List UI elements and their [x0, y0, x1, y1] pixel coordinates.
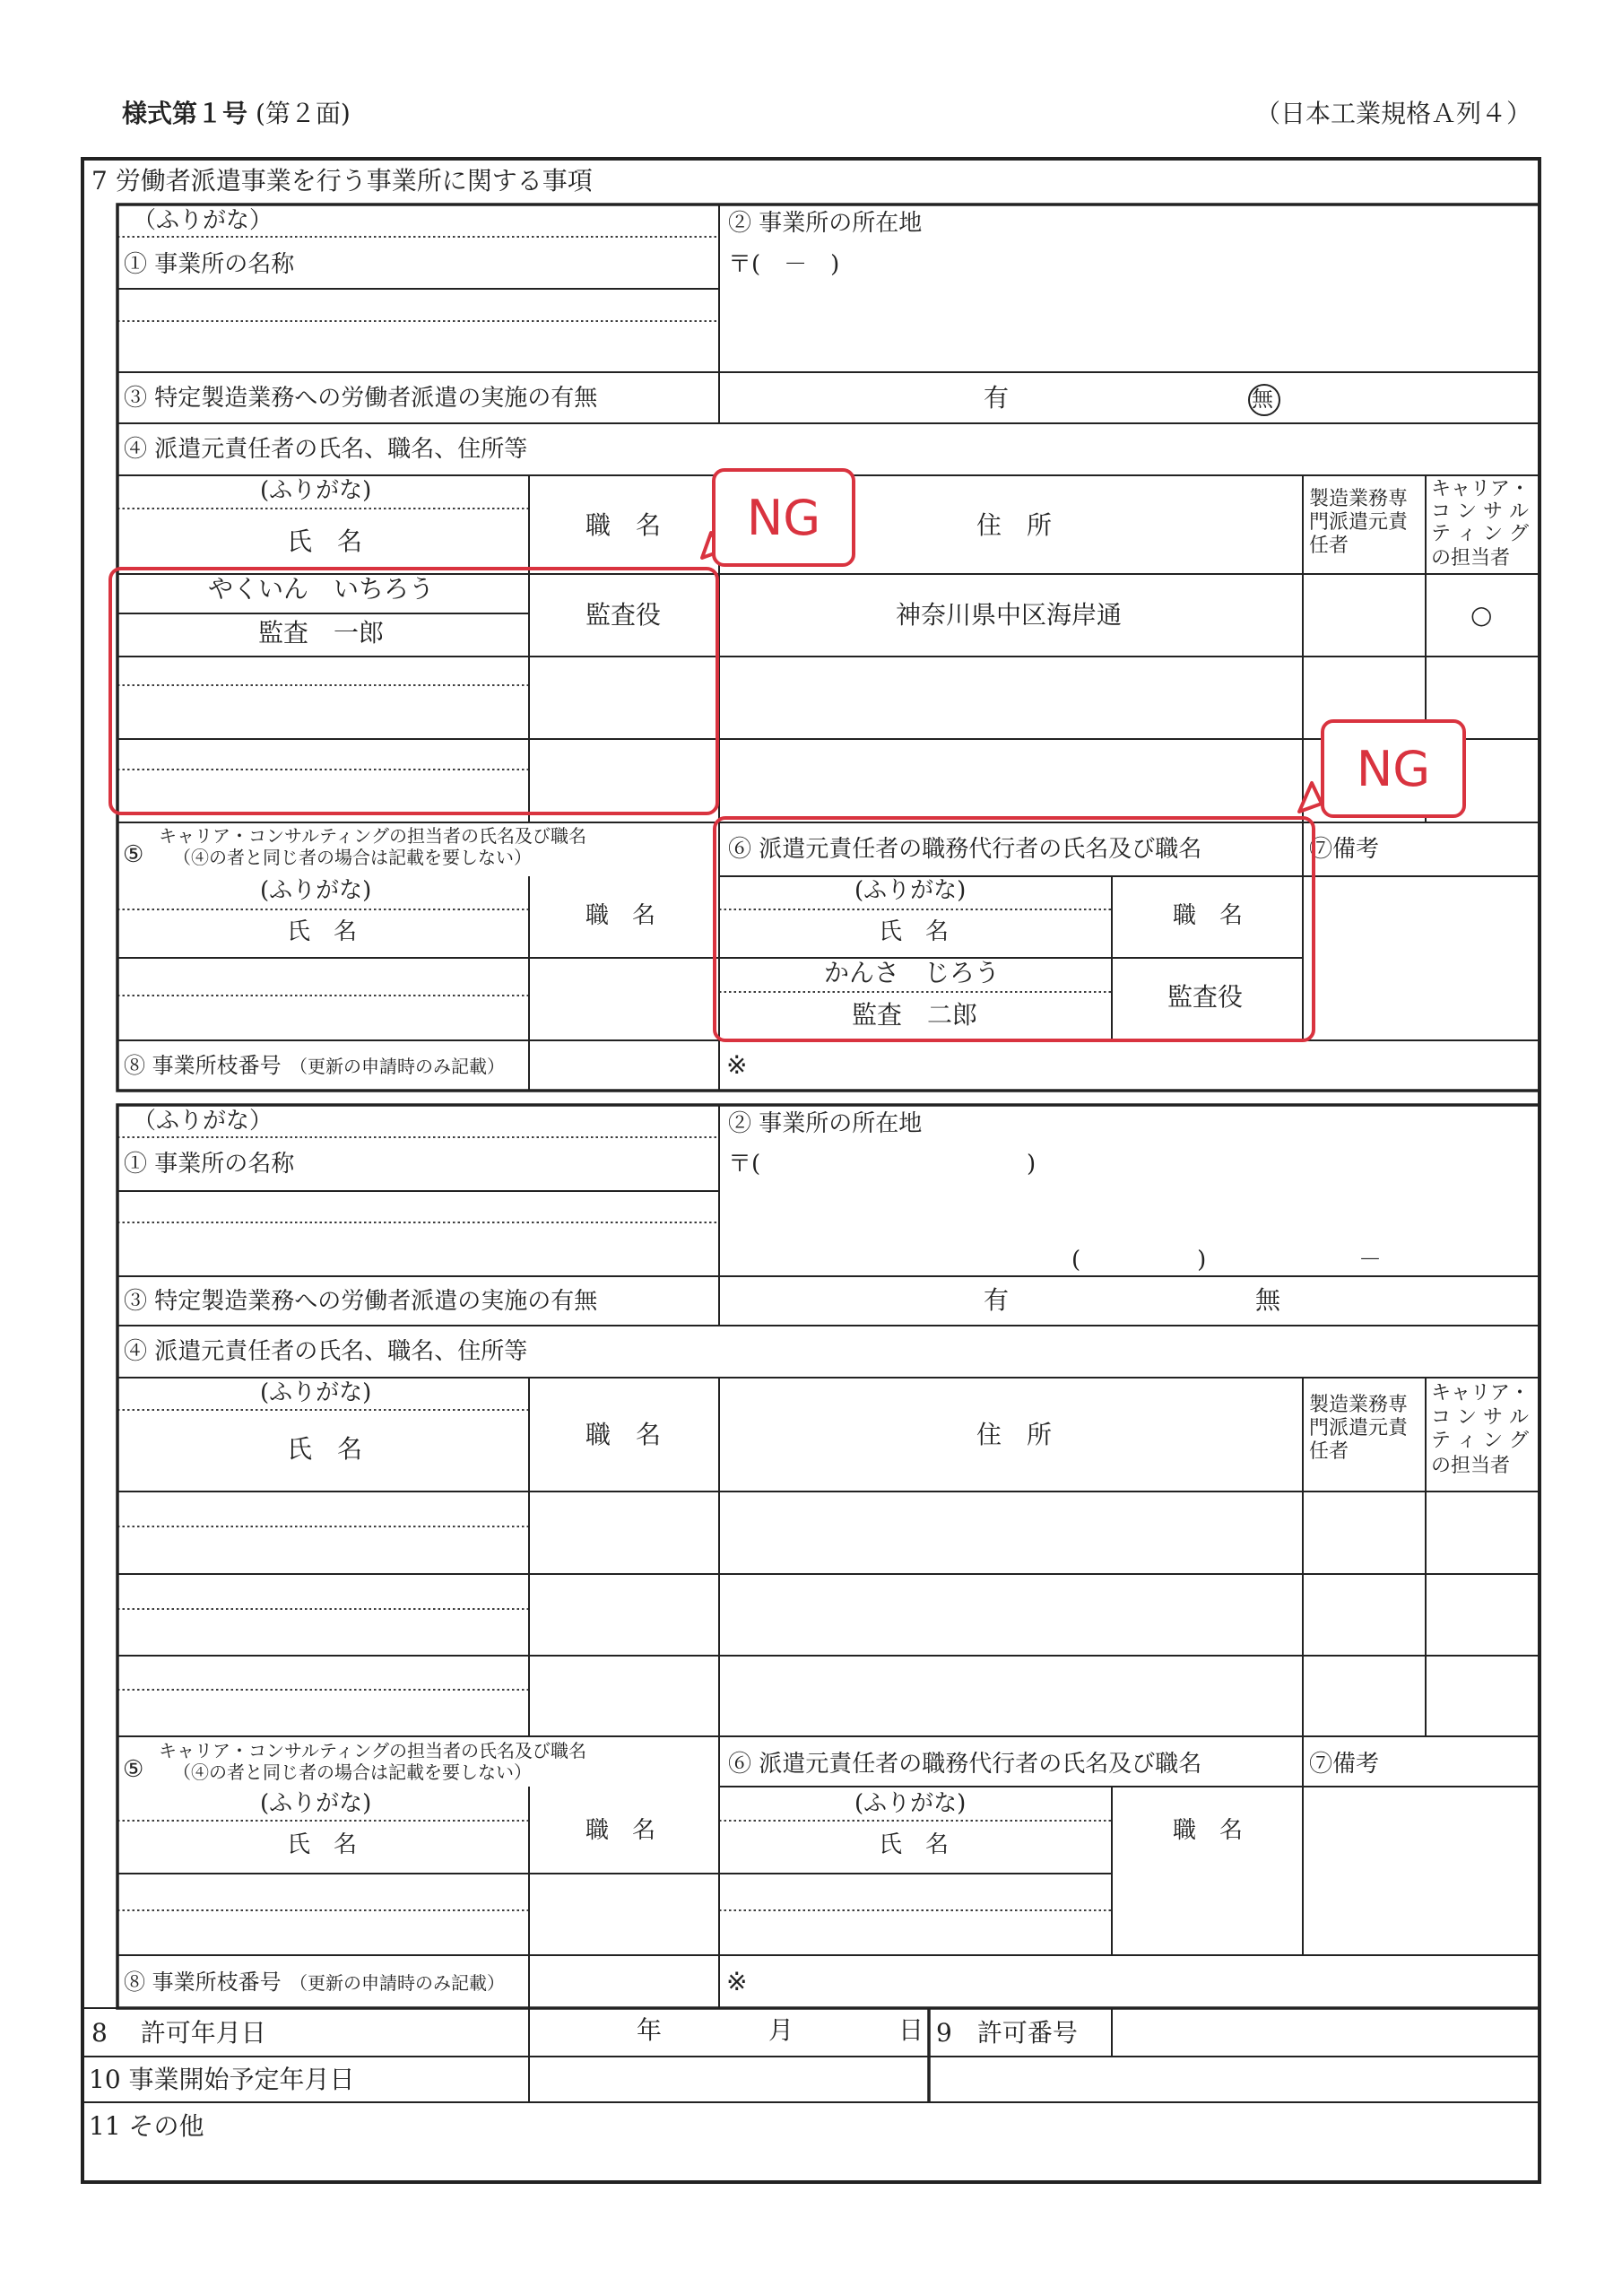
office-furigana-label: （ふりがな） [133, 207, 273, 234]
manufacturing-label-2: ③ 特定製造業務への労働者派遣の実施の有無 [124, 1288, 598, 1315]
deputy-name-header-2: 氏 名 [879, 1831, 950, 1858]
office-furigana-label-2: （ふりがな） [133, 1108, 273, 1135]
deputy-title: 監査役 [1167, 982, 1244, 1012]
remarks-label-2: ⑦備考 [1309, 1751, 1380, 1778]
office-name-label-2: ① 事業所の名称 [124, 1151, 295, 1178]
mfg-manager-header-3: 任者 [1309, 535, 1349, 557]
permit-year: 年 [637, 2015, 663, 2045]
ng-label-2: NG [1321, 719, 1466, 818]
career-title-header: 職 名 [585, 902, 656, 929]
deputy-label: ⑥ 派遣元責任者の職務代行者の氏名及び職名 [728, 836, 1202, 863]
manager-title-header-2: 職 名 [585, 1420, 662, 1449]
ng-label-1: NG [712, 468, 855, 567]
manager-name-header-2: 氏 名 [287, 1434, 363, 1464]
permit-date-label: 8 許可年月日 [91, 2018, 266, 2048]
other-label: 11 その他 [89, 2111, 204, 2141]
career-consult-note-2: （④の者と同じ者の場合は記載を要しない） [173, 1761, 532, 1783]
manager-address: 神奈川県中区海岸通 [896, 600, 1123, 630]
postal-code-close-2: ) [1027, 1151, 1037, 1178]
deputy-furigana-label: (ふりがな) [854, 877, 967, 904]
manager-furigana: やくいん いちろう [208, 574, 435, 604]
career-consult-note: （④の者と同じ者の場合は記載を要しない） [173, 847, 532, 868]
manufacturing-no: 無 [1252, 387, 1273, 412]
manufacturing-no-2: 無 [1255, 1285, 1281, 1315]
manager-furigana-label-2: (ふりがな) [260, 1379, 372, 1406]
career-header-4-b: の担当者 [1431, 1455, 1511, 1477]
phone-dash-2: － [1358, 1247, 1383, 1274]
manager-name: 監査 一郎 [258, 618, 385, 648]
branch-number-note-2: （更新の申請時のみ記載） [290, 1972, 505, 1994]
mfg-manager-header-1: 製造業務専 [1309, 488, 1409, 510]
career-header-4: の担当者 [1431, 547, 1511, 570]
manager-section-label: ④ 派遣元責任者の氏名、職名、住所等 [124, 436, 528, 463]
manager-title-header: 職 名 [585, 510, 662, 540]
deputy-name: 監査 二郎 [852, 1000, 978, 1030]
permit-number-label: 9 許可番号 [936, 2018, 1078, 2048]
manufacturing-label: ③ 特定製造業務への労働者派遣の実施の有無 [124, 385, 598, 412]
office-address-label-2: ② 事業所の所在地 [728, 1110, 923, 1137]
manufacturing-yes-2: 有 [984, 1285, 1010, 1315]
permit-month: 月 [768, 2015, 794, 2045]
section-7-title: 7 労働者派遣事業を行う事業所に関する事項 [91, 166, 593, 196]
career-consult-number: ⑤ [123, 841, 144, 868]
career-header-1: キャリア・ [1431, 478, 1531, 500]
manager-address-header-2: 住 所 [976, 1420, 1053, 1449]
mfg-manager-header-2-b: 門派遣元責 [1309, 1417, 1409, 1439]
kome-mark-2: ※ [726, 1967, 748, 1996]
office-address-label: ② 事業所の所在地 [728, 210, 923, 237]
manager-address-header: 住 所 [976, 510, 1053, 540]
career-consult-label-2: キャリア・コンサルティングの担当者の氏名及び職名 [159, 1740, 586, 1761]
career-consult-number-2: ⑤ [123, 1756, 144, 1783]
mfg-manager-header-3-b: 任者 [1309, 1440, 1349, 1463]
career-furigana-label-2: (ふりがな) [260, 1790, 372, 1817]
deputy-furigana-label-2: (ふりがな) [854, 1790, 967, 1817]
manager-name-header: 氏 名 [287, 526, 363, 556]
branch-number-note: （更新の申請時のみ記載） [290, 1056, 505, 1077]
remarks-label: ⑦備考 [1309, 836, 1380, 863]
career-header-3-b: テ ィ ン グ [1431, 1430, 1529, 1452]
deputy-name-header: 氏 名 [879, 918, 950, 945]
manager-title: 監査役 [585, 600, 662, 630]
deputy-title-header: 職 名 [1173, 902, 1244, 929]
deputy-furigana: かんさ じろう [824, 958, 1001, 987]
start-date-label: 10 事業開始予定年月日 [89, 2065, 355, 2094]
career-title-header-2: 職 名 [585, 1817, 656, 1844]
career-header-2-b: コ ン サ ル [1431, 1406, 1529, 1429]
career-consult-label: キャリア・コンサルティングの担当者の氏名及び職名 [159, 825, 586, 847]
office-name-label: ① 事業所の名称 [124, 251, 295, 278]
form-side: (第２面) [256, 99, 351, 128]
form-number: 様式第１号 [122, 99, 248, 128]
career-name-header-2: 氏 名 [287, 1831, 358, 1858]
branch-number-label-2: ⑧ 事業所枝番号 [124, 1970, 282, 1995]
manufacturing-yes: 有 [984, 383, 1010, 413]
mfg-manager-header-2: 門派遣元責 [1309, 511, 1409, 534]
career-header-3: テ ィ ン グ [1431, 523, 1529, 545]
career-header-1-b: キャリア・ [1431, 1382, 1531, 1405]
branch-number-label: ⑧ 事業所枝番号 [124, 1053, 282, 1078]
career-furigana-label: (ふりがな) [260, 877, 372, 904]
postal-code-field: 〒( － ) [728, 251, 840, 278]
postal-code-field-2: 〒( [728, 1151, 761, 1178]
phone-paren-2: ( ) [1071, 1247, 1207, 1274]
career-name-header: 氏 名 [287, 918, 358, 945]
paper-standard: （日本工業規格Ａ列４） [1255, 99, 1532, 128]
career-header-2: コ ン サ ル [1431, 500, 1529, 523]
deputy-title-header-2: 職 名 [1173, 1817, 1244, 1844]
permit-day: 日 [898, 2015, 924, 2045]
manager-furigana-label: (ふりがな) [260, 477, 372, 504]
career-mark: ○ [1470, 600, 1493, 630]
mfg-manager-header-1-b: 製造業務専 [1309, 1394, 1409, 1416]
manager-section-label-2: ④ 派遣元責任者の氏名、職名、住所等 [124, 1338, 528, 1365]
deputy-label-2: ⑥ 派遣元責任者の職務代行者の氏名及び職名 [728, 1751, 1202, 1778]
kome-mark: ※ [726, 1050, 748, 1080]
